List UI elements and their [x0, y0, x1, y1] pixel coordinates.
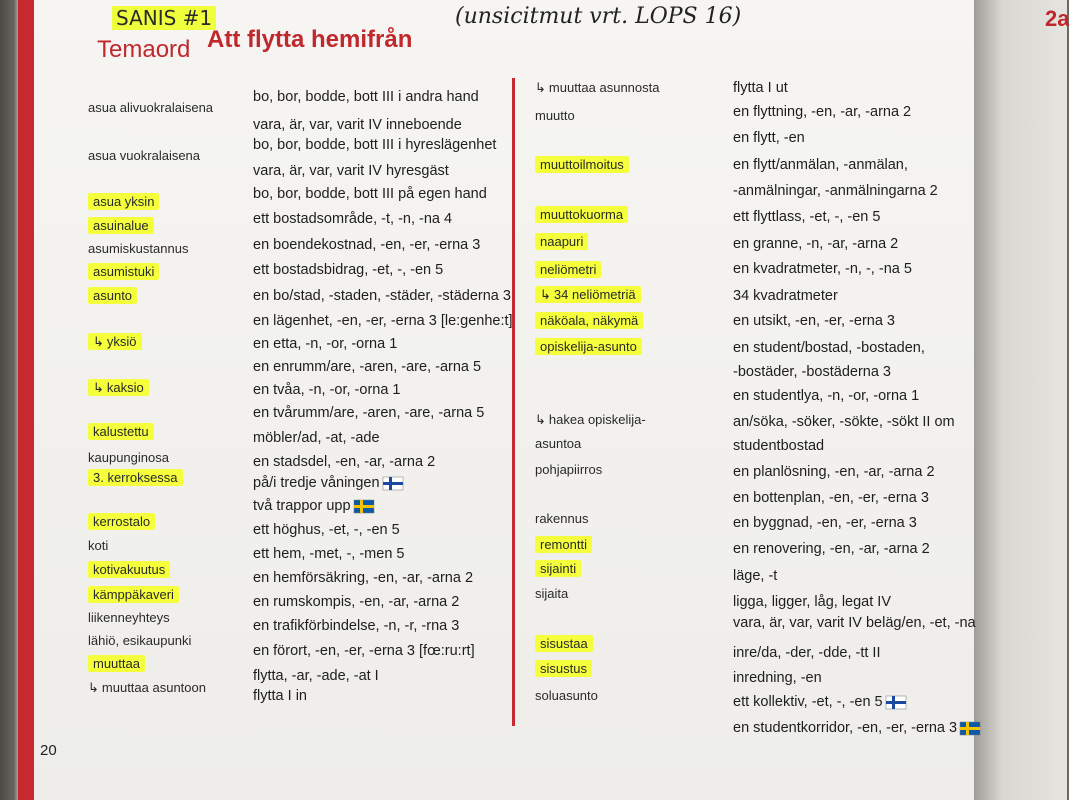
arrow-icon: ↳	[535, 412, 546, 427]
left-finnish-term: 3. kerroksessa	[88, 470, 183, 485]
handwritten-sanis-label: SANIS #1	[112, 6, 216, 30]
left-swedish-translation: flytta, -ar, -ade, -at I	[253, 668, 379, 684]
right-swedish-translation: inredning, -en	[733, 670, 822, 686]
right-swedish-translation: ligga, ligger, låg, legat IV	[733, 594, 891, 610]
column-divider	[512, 78, 515, 726]
right-swedish-translation: studentbostad	[733, 438, 825, 454]
left-swedish-translation: ett hem, -met, -, -men 5	[253, 546, 405, 562]
right-swedish-translation: en utsikt, -en, -er, -erna 3	[733, 313, 895, 329]
left-swedish-translation: en tvåa, -n, -or, -orna 1	[253, 382, 401, 398]
left-finnish-term: ↳ muuttaa asuntoon	[88, 680, 206, 695]
left-finnish-term: muuttaa	[88, 656, 145, 671]
left-swedish-translation: vara, är, var, varit IV inneboende	[253, 117, 462, 133]
page-red-edge	[18, 0, 34, 800]
sweden-flag-icon	[354, 500, 374, 513]
left-finnish-term: ↳ yksiö	[88, 334, 142, 350]
header-temaord: Temaord	[97, 36, 191, 63]
left-swedish-translation: en tvårumm/are, -aren, -are, -arna 5	[253, 405, 485, 421]
right-swedish-translation: -bostäder, -bostäderna 3	[733, 364, 891, 380]
left-finnish-term: asua alivuokralaisena	[88, 100, 214, 115]
right-swedish-translation: an/söka, -söker, -sökte, -sökt II om	[733, 414, 955, 430]
right-swedish-translation: en renovering, -en, -ar, -arna 2	[733, 541, 930, 557]
left-swedish-translation: en rumskompis, -en, -ar, -arna 2	[253, 594, 460, 610]
right-swedish-translation: inre/da, -der, -dde, -tt II	[733, 645, 881, 661]
left-swedish-translation: två trappor upp	[253, 498, 374, 514]
right-swedish-translation: en flyttning, -en, -ar, -arna 2	[733, 104, 912, 120]
left-swedish-translation: en hemförsäkring, -en, -ar, -arna 2	[253, 570, 474, 586]
left-finnish-term: kämppäkaveri	[88, 587, 179, 602]
left-finnish-term: kerrostalo	[88, 514, 155, 529]
finland-flag-icon	[383, 477, 403, 490]
right-swedish-translation: en flytt/anmälan, -anmälan,	[733, 157, 908, 173]
left-finnish-term: liikenneyhteys	[88, 610, 170, 625]
left-swedish-translation: en lägenhet, -en, -er, -erna 3 [le:genhe:t]	[253, 313, 513, 329]
arrow-icon: ↳	[93, 380, 104, 395]
page-number: 20	[40, 742, 57, 759]
arrow-icon: ↳	[93, 334, 104, 349]
right-finnish-term: neliömetri	[535, 262, 601, 277]
right-finnish-term: ↳ 34 neliömetriä	[535, 287, 641, 303]
left-finnish-term: kalustettu	[88, 424, 154, 439]
right-finnish-term: muutto	[535, 108, 575, 123]
right-swedish-translation: 34 kvadratmeter	[733, 288, 838, 304]
right-swedish-translation: vara, är, var, varit IV beläg/en, -et, -na	[733, 615, 976, 631]
right-swedish-translation: en studentkorridor, -en, -er, -erna 3	[733, 720, 980, 736]
page-title: Att flytta hemifrån	[207, 26, 413, 53]
sweden-flag-icon	[960, 722, 980, 735]
right-finnish-term: remontti	[535, 537, 592, 552]
right-swedish-translation: en bottenplan, -en, -er, -erna 3	[733, 490, 929, 506]
left-finnish-term: asua yksin	[88, 194, 159, 209]
left-finnish-term: kotivakuutus	[88, 562, 170, 577]
left-swedish-translation: en stadsdel, -en, -ar, -arna 2	[253, 454, 436, 470]
left-swedish-translation: flytta I in	[253, 688, 307, 704]
arrow-icon: ↳	[88, 680, 99, 695]
right-swedish-translation: en studentlya, -n, -or, -orna 1	[733, 388, 920, 404]
handwritten-note: (unsicitmut vrt. LOPS 16)	[455, 4, 742, 29]
right-swedish-translation: flytta I ut	[733, 80, 788, 96]
left-swedish-translation: en enrumm/are, -aren, -are, -arna 5	[253, 359, 482, 375]
left-finnish-term: asunto	[88, 288, 137, 303]
left-swedish-translation: på/i tredje våningen	[253, 475, 403, 491]
left-swedish-translation: vara, är, var, varit IV hyresgäst	[253, 163, 449, 179]
right-finnish-term: asuntoa	[535, 436, 582, 451]
right-swedish-translation: en granne, -n, -ar, -arna 2	[733, 236, 899, 252]
left-swedish-translation: ett bostadsbidrag, -et, -, -en 5	[253, 262, 444, 278]
facing-page-number: 2a	[1045, 6, 1069, 31]
right-swedish-translation: läge, -t	[733, 568, 778, 584]
right-swedish-translation: en byggnad, -en, -er, -erna 3	[733, 515, 917, 531]
right-swedish-translation: ett flyttlass, -et, -, -en 5	[733, 209, 881, 225]
right-finnish-term: ↳ hakea opiskelija-	[535, 412, 646, 427]
right-finnish-term: muuttokuorma	[535, 207, 628, 222]
left-finnish-term: asumistuki	[88, 264, 159, 279]
left-finnish-term: asua vuokralaisena	[88, 148, 201, 163]
left-swedish-translation: möbler/ad, -at, -ade	[253, 430, 380, 446]
left-finnish-term: kaupunginosa	[88, 450, 169, 465]
right-swedish-translation: en kvadratmeter, -n, -, -na 5	[733, 261, 912, 277]
right-swedish-translation: en flytt, -en	[733, 130, 805, 146]
left-finnish-term: koti	[88, 538, 109, 553]
left-finnish-term: lähiö, esikaupunki	[88, 633, 192, 648]
right-finnish-term: naapuri	[535, 234, 588, 249]
left-finnish-term: ↳ kaksio	[88, 380, 149, 396]
left-swedish-translation: bo, bor, bodde, bott III i hyreslägenhet	[253, 137, 497, 153]
left-swedish-translation: en förort, -en, -er, -erna 3 [fœ:ru:rt]	[253, 643, 475, 659]
right-finnish-term: sijaita	[535, 586, 569, 601]
left-swedish-translation: bo, bor, bodde, bott III på egen hand	[253, 186, 487, 202]
right-swedish-translation: -anmälningar, -anmälningarna 2	[733, 183, 938, 199]
right-finnish-term: muuttoilmoitus	[535, 157, 629, 172]
facing-page	[974, 0, 1067, 800]
arrow-icon: ↳	[535, 80, 546, 95]
left-swedish-translation: en etta, -n, -or, -orna 1	[253, 336, 398, 352]
right-finnish-term: näköala, näkymä	[535, 313, 643, 328]
right-finnish-term: sijainti	[535, 561, 581, 576]
left-finnish-term: asumiskustannus	[88, 241, 189, 256]
left-swedish-translation: ett bostadsområde, -t, -n, -na 4	[253, 211, 453, 227]
finland-flag-icon	[886, 696, 906, 709]
left-swedish-translation: en bo/stad, -staden, -städer, -städerna 3	[253, 288, 511, 304]
right-finnish-term: ↳ muuttaa asunnosta	[535, 80, 660, 95]
right-finnish-term: sisustaa	[535, 636, 593, 651]
left-swedish-translation: ett höghus, -et, -, -en 5	[253, 522, 400, 538]
right-swedish-translation: ett kollektiv, -et, -, -en 5	[733, 694, 906, 710]
right-finnish-term: opiskelija-asunto	[535, 339, 642, 354]
left-swedish-translation: bo, bor, bodde, bott III i andra hand	[253, 89, 479, 105]
right-finnish-term: rakennus	[535, 511, 589, 526]
left-finnish-term: asuinalue	[88, 218, 154, 233]
right-finnish-term: sisustus	[535, 661, 592, 676]
left-swedish-translation: en boendekostnad, -en, -er, -erna 3	[253, 237, 481, 253]
right-finnish-term: pohjapiirros	[535, 462, 603, 477]
right-swedish-translation: en planlösning, -en, -ar, -arna 2	[733, 464, 935, 480]
left-swedish-translation: en trafikförbindelse, -n, -r, -rna 3	[253, 618, 460, 634]
right-finnish-term: soluasunto	[535, 688, 598, 703]
arrow-icon: ↳	[540, 287, 551, 302]
right-swedish-translation: en student/bostad, -bostaden,	[733, 340, 925, 356]
